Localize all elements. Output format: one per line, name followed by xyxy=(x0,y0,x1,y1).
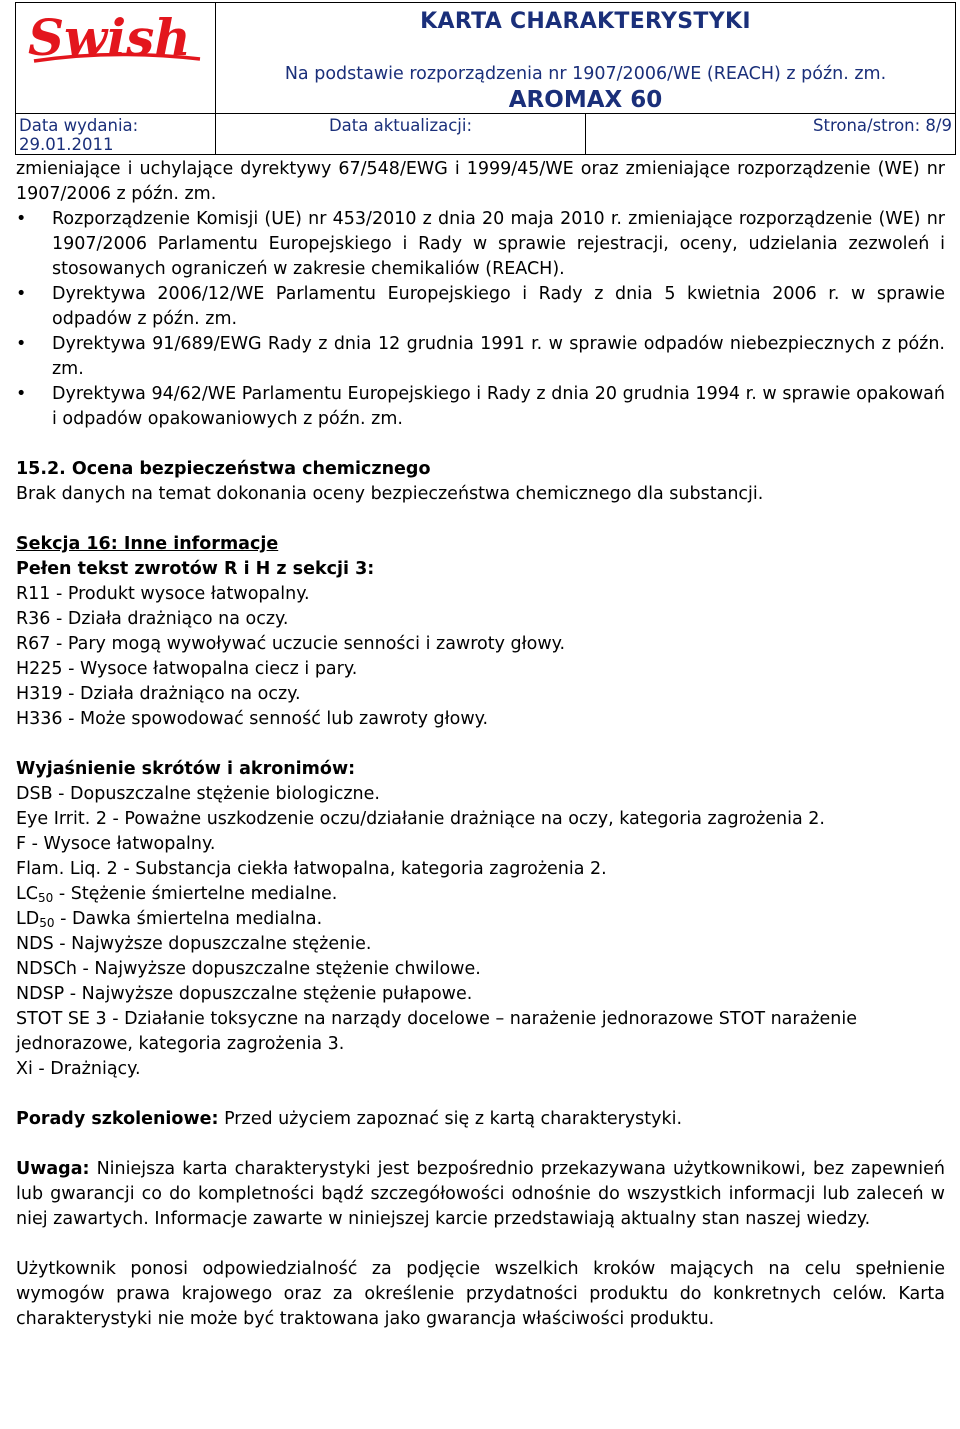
product-name: AROMAX 60 xyxy=(508,87,663,113)
abbr-item: NDS - Najwyższe dopuszczalne stężenie. xyxy=(16,934,372,954)
continuation-text: zmieniające i uchylające dyrektywy 67/548/EWG i 1999/45/WE oraz zmieniające rozporządzenie (WE) nr 1907/2006 z późn. zm. xyxy=(16,159,945,204)
abbr-item: DSB - Dopuszczalne stężenie biologiczne. xyxy=(16,784,380,804)
bullet-icon: • xyxy=(16,384,27,404)
abbr-item: NDSCh - Najwyższe dopuszczalne stężenie chwilowe. xyxy=(16,959,481,979)
regulation-basis: Na podstawie rozporządzenia nr 1907/2006/WE (REACH) z późn. zm. xyxy=(284,64,887,84)
abbr-item: $LC_{50}$ - Stężenie śmiertelne medialne. xyxy=(16,884,338,905)
abbr-item: $LD_{50}$ - Dawka śmiertelna medialna. xyxy=(16,909,323,930)
list-item: • Dyrektywa 94/62/WE Parlamentu Europejskiego i Rady z dnia 20 grudnia 1994 r. w sprawie opakowań i odpadów opakowaniowych z późn. zm. xyxy=(16,384,945,429)
training-advice: Porady szkoleniowe: Przed użyciem zapoznać się z kartą charakterystyki. xyxy=(16,1109,683,1129)
note-paragraph: Uwaga: Niniejsza karta charakterystyki jest bezpośrednio przekazywana użytkownikowi, bez zapewnień lub gwarancji co do kompletności bądź szczegółowości odnośnie do wszystkich informacji lub zaleceń w niej zawartych. Informacje zawarte w niniejszej karcie przedstawiają aktualny stan naszej wiedzy. xyxy=(16,1159,945,1229)
abbr-item: STOT SE 3 - Działanie toksyczne na narządy docelowe – narażenie jednorazowe STOT narażenie jednorazowe, kategoria zagrożenia 3. xyxy=(16,1009,857,1054)
abbr-item: NDSP - Najwyższe dopuszczalne stężenie pułapowe. xyxy=(16,984,473,1004)
rh-heading: Pełen tekst zwrotów R i H z sekcji 3: xyxy=(16,559,375,579)
rh-item: R67 - Pary mogą wywoływać uczucie senności i zawroty głowy. xyxy=(16,634,566,654)
list-item: • Dyrektywa 2006/12/WE Parlamentu Europejskiego i Rady z dnia 5 kwietnia 2006 r. w sprawie odpadów z późn. zm. xyxy=(16,284,945,329)
document-body xyxy=(16,157,945,1332)
bullet-icon: • xyxy=(16,334,27,354)
bullet-icon: • xyxy=(16,209,27,229)
section-15-2-text: Brak danych na temat dokonania oceny bezpieczeństwa chemicznego dla substancji. xyxy=(16,484,764,504)
list-item: • Rozporządzenie Komisji (UE) nr 453/2010 z dnia 20 maja 2010 r. zmieniające rozporządzenie (WE) nr 1907/2006 Parlamentu Europejskiego i Rady w sprawie rejestracji, oceny, udzielania zezwoleń i stosowanych ograniczeń w zakresie chemikaliów (REACH). xyxy=(16,209,945,279)
rh-item: R36 - Działa drażniąco na oczy. xyxy=(16,609,289,629)
section-16-heading: Sekcja 16: Inne informacje xyxy=(16,534,279,554)
responsibility-paragraph: Użytkownik ponosi odpowiedzialność za podjęcie wszelkich kroków mających na celu spełnienie wymogów prawa krajowego oraz za określenie przydatności produktu do konkretnych celów. Karta charakterystyki nie może być traktowana jako gwarancja właściwości produktu. xyxy=(16,1259,945,1329)
logo-cell xyxy=(16,3,216,114)
rh-item: H319 - Działa drażniąco na oczy. xyxy=(16,684,301,704)
svg-text:Swish: Swish xyxy=(28,8,191,67)
abbr-item: Eye Irrit. 2 - Poważne uszkodzenie oczu/działanie drażniące na oczy, kategoria zagrożenia 2. xyxy=(16,809,825,829)
issue-date: Data wydania: 29.01.2011 xyxy=(16,114,216,155)
rh-item: H225 - Wysoce łatwopalna ciecz i pary. xyxy=(16,659,358,679)
update-date: Data aktualizacji: xyxy=(216,114,586,155)
abbr-item: Flam. Liq. 2 - Substancja ciekła łatwopalna, kategoria zagrożenia 2. xyxy=(16,859,607,879)
swish-logo xyxy=(24,5,204,67)
abbr-heading: Wyjaśnienie skrótów i akronimów: xyxy=(16,759,356,779)
regulations-list xyxy=(16,207,945,432)
document-title: KARTA CHARAKTERYSTYKI xyxy=(420,9,751,34)
rh-item: R11 - Produkt wysoce łatwopalny. xyxy=(16,584,310,604)
list-item: • Dyrektywa 91/689/EWG Rady z dnia 12 grudnia 1991 r. w sprawie odpadów niebezpiecznych z późn. zm. xyxy=(16,334,945,379)
title-cell xyxy=(216,3,956,114)
abbr-item: Xi - Drażniący. xyxy=(16,1059,141,1079)
page-number: Strona/stron: 8/9 xyxy=(586,114,956,155)
document-header xyxy=(15,2,956,155)
section-15-2-heading: 15.2. Ocena bezpieczeństwa chemicznego xyxy=(16,459,431,479)
bullet-icon: • xyxy=(16,284,27,304)
rh-item: H336 - Może spowodować senność lub zawroty głowy. xyxy=(16,709,489,729)
abbr-item: F - Wysoce łatwopalny. xyxy=(16,834,216,854)
